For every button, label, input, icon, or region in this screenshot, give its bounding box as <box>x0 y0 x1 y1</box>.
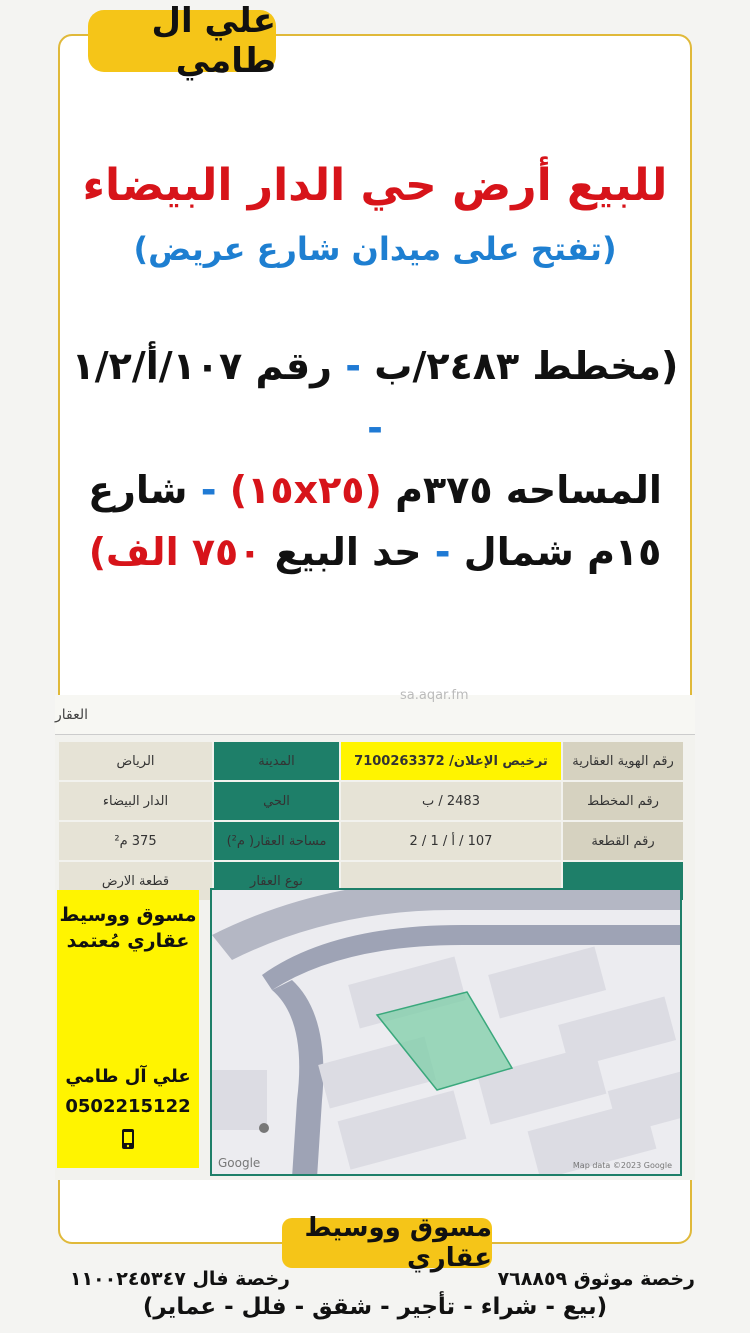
table-cell: 375 م² <box>59 822 212 860</box>
property-table <box>57 740 685 902</box>
table-cell: قطعة الارض <box>59 862 212 900</box>
table-cell: رقم المخطط <box>563 782 683 820</box>
listing-details <box>70 335 680 583</box>
phone-icon <box>117 1128 139 1150</box>
table-cell: 2483 / ب <box>341 782 561 820</box>
details-line-2 <box>70 459 680 521</box>
name-tag: علي ال طامي <box>88 10 276 72</box>
table-cell: 107 / أ / 1 / 2 <box>341 822 561 860</box>
broker-phone[interactable]: 0502215122 <box>65 1096 191 1117</box>
table-row <box>59 782 683 820</box>
sale-limit-label: حد البيع <box>261 530 422 574</box>
fal-license: رخصة فال ١١٠٠٢٤٥٣٤٧ <box>69 1268 290 1290</box>
map-data-attribution: Map data ©2023 Google <box>572 1161 672 1170</box>
details-line-1 <box>70 335 680 459</box>
separator: - <box>367 406 383 450</box>
table-cell: الحي <box>214 782 339 820</box>
broker-name: علي آل طامي <box>65 1066 191 1087</box>
table-row <box>59 822 683 860</box>
watermark: sa.aqar.fm <box>400 688 469 703</box>
separator: - <box>421 530 464 574</box>
table-cell: الرياض <box>59 742 212 780</box>
details-line-3 <box>70 521 680 583</box>
street-width: ١٥م شمال <box>463 530 662 574</box>
broker-badge: مسوق ووسيط عقاري <box>282 1218 492 1268</box>
plot-map[interactable] <box>210 888 682 1176</box>
broker-title: مسوق ووسيط عقاري مُعتمد <box>59 904 197 952</box>
listing-title: للبيع أرض حي الدار البيضاء <box>82 160 668 211</box>
plot-number: رقم ١٠٧/أ/١/٢ <box>71 344 333 388</box>
table-cell: الدار البيضاء <box>59 782 212 820</box>
separator: - <box>187 468 230 512</box>
ad-license-cell: ترخيص الإعلان/ 7100263372 <box>341 742 561 780</box>
card-heading: العقار <box>55 695 695 735</box>
separator: - <box>332 344 375 388</box>
table-cell: نوع العقار <box>214 862 339 900</box>
dimensions: (١٥x٢٥) <box>229 468 382 512</box>
broker-promo <box>57 890 199 1168</box>
table-row <box>59 742 683 780</box>
area-text: المساحه ٣٧٥م <box>381 468 662 512</box>
table-cell: رقم القطعة <box>563 822 683 860</box>
google-logo: Google <box>218 1156 261 1170</box>
services-list: (بيع - شراء - تأجير - شقق - فلل - عماير) <box>142 1294 608 1320</box>
plan-number: (مخطط ٢٤٨٣/ب <box>374 344 679 388</box>
listing-subtitle: (تفتح على ميدان شارع عريض) <box>133 230 617 268</box>
sale-price: ٧٥٠ الف) <box>88 530 262 574</box>
street-label: شارع <box>88 468 188 512</box>
map-graphic <box>212 890 682 1176</box>
mawthooq-license: رخصة موثوق ٧٦٨٨٥٩ <box>497 1268 695 1290</box>
table-cell: مساحة العقار( م²) <box>214 822 339 860</box>
table-cell: رقم الهوية العقارية <box>563 742 683 780</box>
table-cell: المدينة <box>214 742 339 780</box>
